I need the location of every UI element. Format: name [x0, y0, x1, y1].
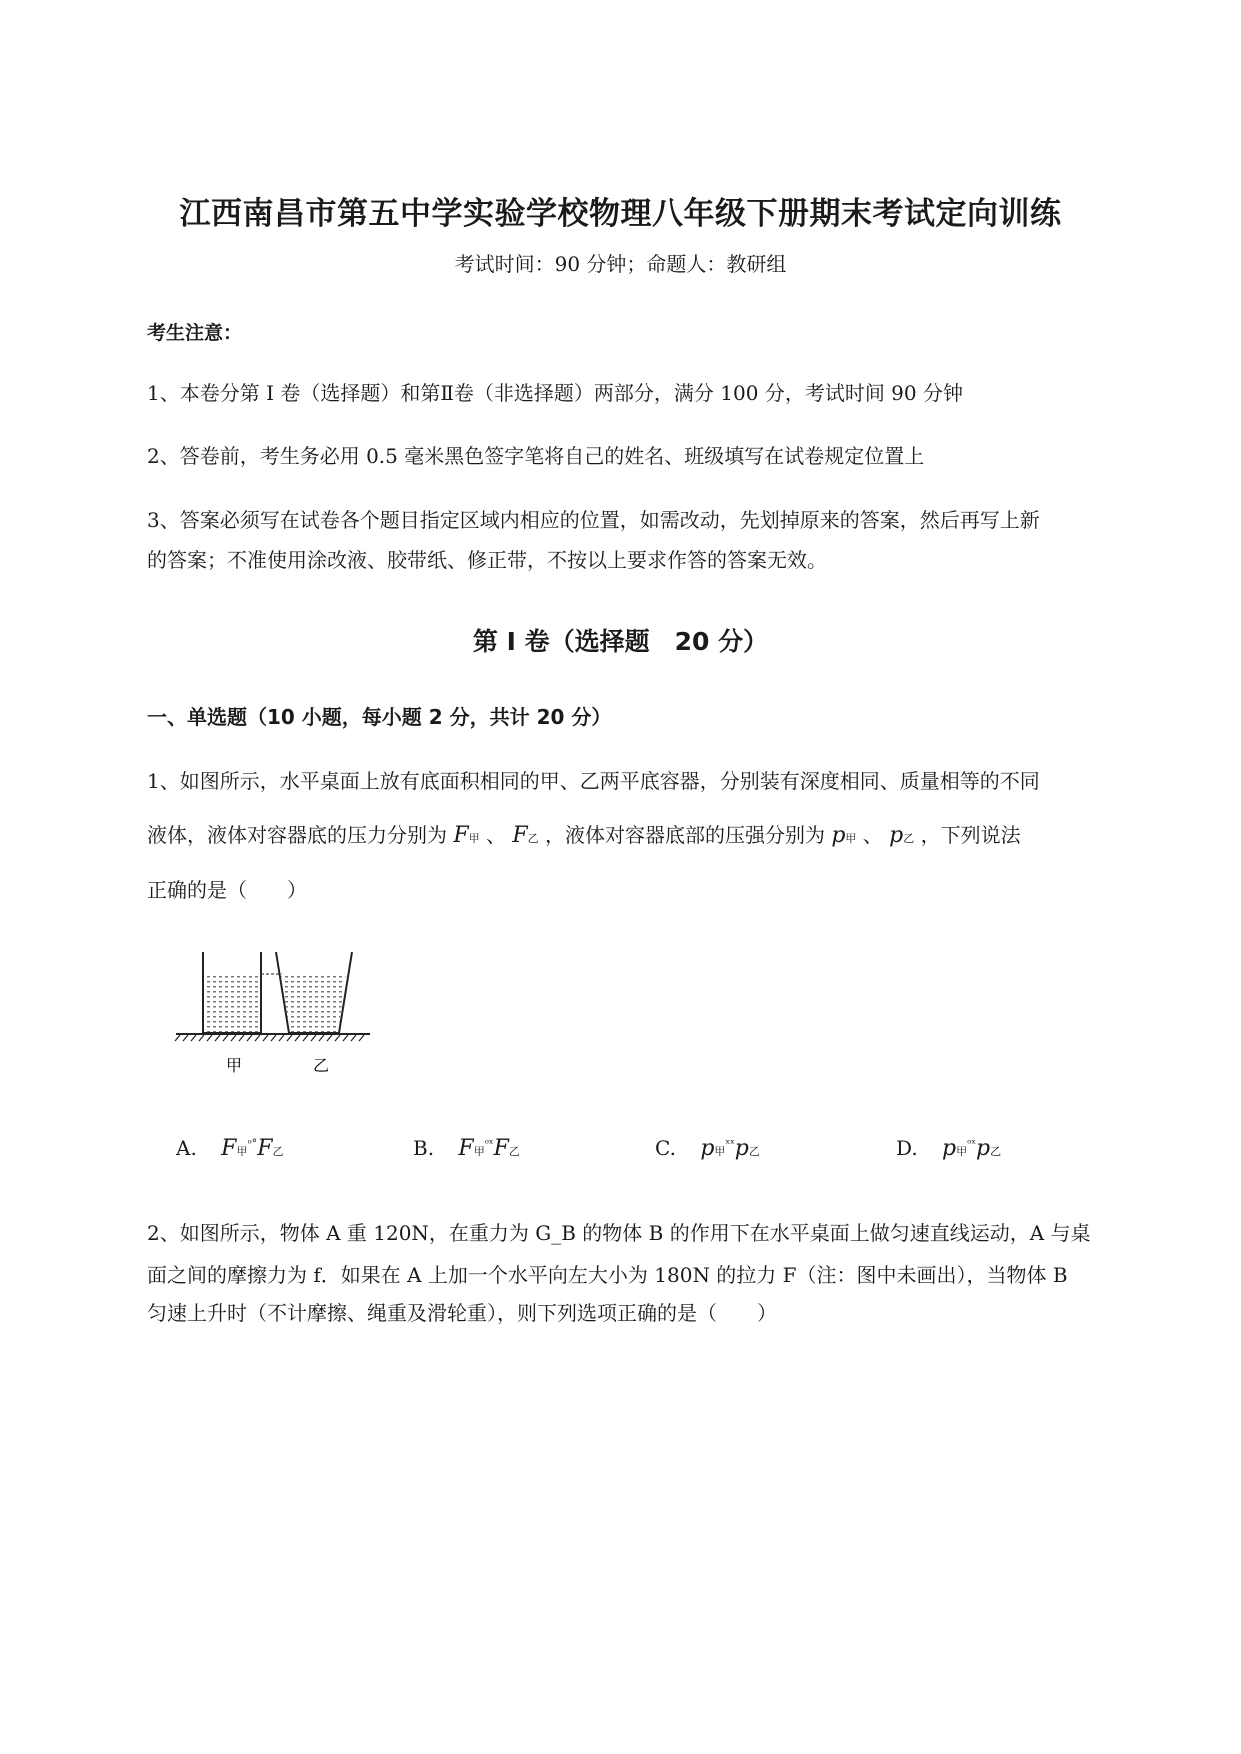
option-a-mark: ᵒ°: [247, 1137, 258, 1150]
q1-line-3: 正确的是（ ）: [147, 878, 307, 902]
option-d-letter: D.: [896, 1136, 918, 1160]
part-heading: 第 I 卷（选择题 20 分）: [472, 627, 769, 656]
q1-line-1: 1、如图所示，水平桌面上放有底面积相同的甲、乙两平底容器，分别装有深度相同、质量相等的不同: [147, 769, 1040, 793]
option-c-letter: C.: [655, 1136, 676, 1160]
page-title: 江西南昌市第五中学实验学校物理八年级下册期末考试定向训练: [179, 196, 1062, 232]
liquid-yi: [281, 974, 346, 1033]
label-yi: 乙: [313, 1056, 330, 1075]
option-d[interactable]: D. p甲$^{ᵒˣ}$p乙: [896, 1136, 1002, 1161]
option-a-letter: A.: [176, 1136, 197, 1160]
notice-item-1: 1、本卷分第 I 卷（选择题）和第Ⅱ卷（非选择题）两部分，满分 100 分，考试时间 90 分钟: [147, 381, 963, 405]
containers-figure: [170, 940, 390, 1080]
notice-item-3-cont: 的答案；不准使用涂改液、胶带纸、修正带，不按以上要求作答的答案无效。: [147, 548, 827, 572]
symbol-F-yi: F乙: [512, 823, 539, 848]
q1-sep-1: 、: [485, 823, 506, 847]
liquid-jia: [204, 974, 260, 1032]
symbol-p-yi: p乙: [889, 823, 915, 848]
exam-info: 考试时间：90 分钟；命题人：教研组: [454, 252, 787, 276]
q1-text-c: ，下列说法: [920, 823, 1021, 847]
q1-sep-2: 、: [862, 823, 883, 847]
symbol-p-jia: p甲: [831, 823, 857, 848]
option-c-mark: ˣˣ: [725, 1137, 735, 1150]
q1-text-a: 液体，液体对容器底的压力分别为: [147, 823, 447, 847]
ground-hatching: [175, 1035, 364, 1041]
label-jia: 甲: [226, 1056, 243, 1075]
section-heading: 一、单选题（10 小题，每小题 2 分，共计 20 分）: [147, 705, 612, 729]
option-c[interactable]: C. p甲$^{ˣˣ}$p乙: [655, 1136, 760, 1161]
q1-line-2: [147, 815, 1157, 859]
q2-line-1: 2、如图所示，物体 A 重 120N，在重力为 G_B 的物体 B 的作用下在水平桌面上做匀速直线运动，A 与桌: [147, 1221, 1091, 1245]
notice-item-2: 2、答卷前，考生务必用 0.5 毫米黑色签字笔将自己的姓名、班级填写在试卷规定位置上: [147, 444, 925, 468]
option-d-mark: ᵒˣ: [967, 1137, 977, 1150]
option-b-mark: ᵒˣ: [484, 1137, 494, 1150]
q2-line-3: 匀速上升时（不计摩擦、绳重及滑轮重），则下列选项正确的是（ ）: [147, 1301, 777, 1325]
option-b[interactable]: B. F甲$^{ᵒˣ}$F乙: [413, 1136, 520, 1161]
notice-heading: 考生注意：: [147, 322, 243, 344]
option-a[interactable]: A. F甲$^{ᵒ^\circ}$F乙: [176, 1136, 284, 1161]
q1-text-b: ，液体对容器底部的压强分别为: [544, 823, 825, 847]
symbol-F-jia: F甲: [453, 823, 480, 848]
option-b-letter: B.: [413, 1136, 435, 1160]
q2-line-2: 面之间的摩擦力为 f．如果在 A 上加一个水平向左大小为 180N 的拉力 F（注：图中未画出），当物体 B: [147, 1263, 1068, 1287]
notice-item-3: 3、答案必须写在试卷各个题目指定区域内相应的位置，如需改动，先划掉原来的答案，然后再写上新: [147, 508, 1040, 532]
